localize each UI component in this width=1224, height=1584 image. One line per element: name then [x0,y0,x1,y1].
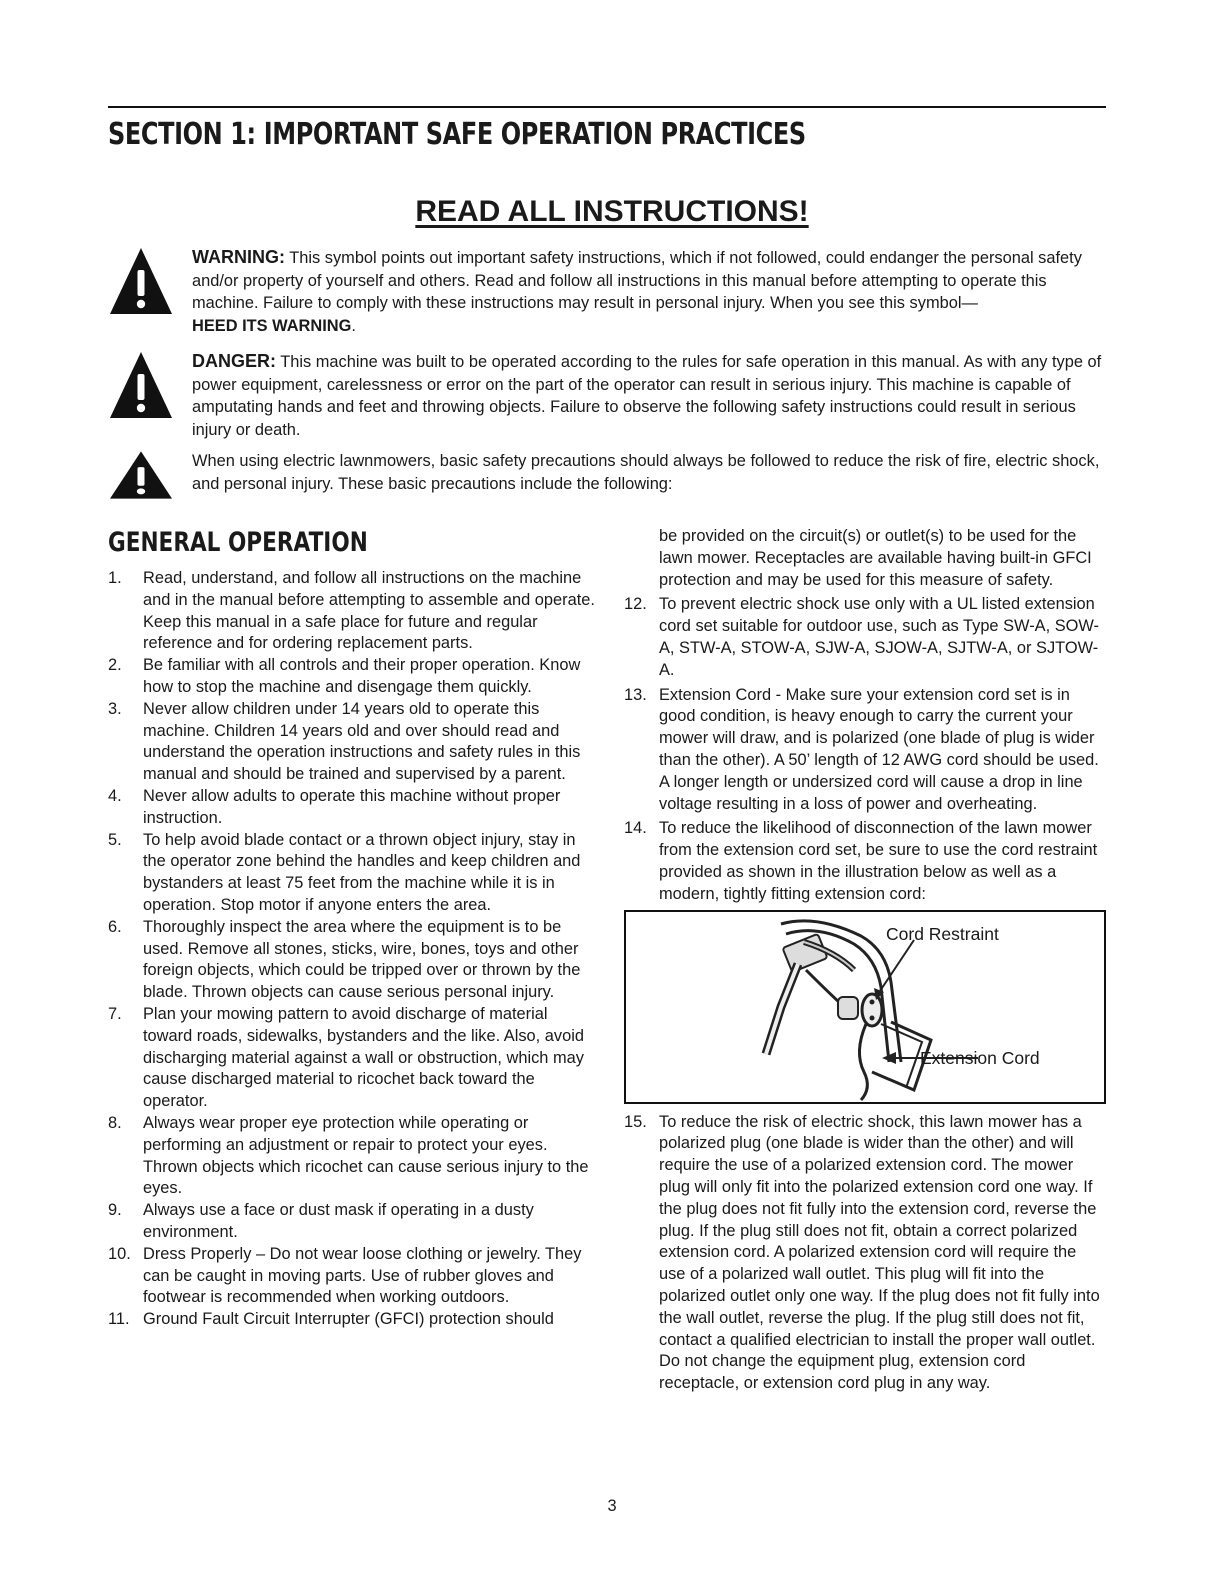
list-item: 12. To prevent electric shock use only with a UL listed extension cord set suitable for outdoor use, such as Type SW-A, SOW-A, STW-A, STOW-A, SJW-A, SJOW-A, SJTW-A, or SJTOW-A. [624,595,1100,679]
danger-body: This machine was built to be operated according to the rules for safe operation in this manual. As with any type of power equipment, carelessness or error on the part of the operator can result in serious injury. This machine is capable of amputating hands and feet and throwing objects. Failure to observe the following safety instructions could result in serious injury or death. [192,353,1102,439]
list-item: 11. Ground Fault Circuit Interrupter (GFCI) protection should [108,1310,554,1329]
list-item: 10. Dress Properly – Do not wear loose clothing or jewelry. They can be caught in moving parts. Use of rubber gloves and footwear is recommended when working outdoors. [108,1244,582,1307]
list-item: 14. To reduce the likelihood of disconnection of the lawn mower from the extension cord set, be sure to use the cord restraint provided as shown in the illustration below as well as a modern, tightly fitting extension cord: [624,819,1098,903]
warning-lead: WARNING: [192,247,285,267]
top-rule [108,106,1106,108]
warning-text [192,246,1106,337]
list-item: 13. Extension Cord - Make sure your extension cord set is in good condition, is heavy enough to carry the current your mower will draw, and is polarized (one blade of plug is wider than the other). A 50’ length of 12 AWG cord should be used. A longer length or undersized cord will cause a drop in line voltage resulting in a loss of power and overheating. [624,685,1099,813]
list-item: 5. To help avoid blade contact or a thrown object injury, stay in the operator zone behind the handles and keep children and bystanders at least 75 feet from the machine while it is in operation. Stop motor if anyone enters the area. [108,830,581,914]
general-operation-list-final [624,1112,1106,1395]
warning-emphasis: HEED ITS WARNING [192,316,352,335]
right-column [624,526,1106,1395]
warning-triangle-icon [108,246,174,316]
warning-triangle-icon [108,350,174,420]
danger-lead: DANGER: [192,351,276,371]
warning-body: This symbol points out important safety instructions, which if not followed, could endanger the personal safety and/or property of yourself and others. Read and follow all instructions in this manual before attempting to operate this machine. Failure to comply with these instructions may result in personal injury. When you see this symbol— [192,249,1082,313]
warning-triangle-icon [108,450,174,500]
read-all-heading: READ ALL INSTRUCTIONS! [415,195,809,228]
list-item: 7. Plan your mowing pattern to avoid discharge of material toward roads, sidewalks, bystanders and the like. Also, avoid discharging material against a wall or obstruction, which may cause discharged material to ricochet back toward the operator. [108,1004,584,1111]
list-item: 1. Read, understand, and follow all instructions on the machine and in the manual before attempting to assemble and operate. Keep this manual in a safe place for future and regular reference and for ordering replacement parts. [108,569,595,653]
extension-cord-label: Extension Cord [920,1047,1040,1068]
electric-precautions-notice [108,450,1106,495]
warning-notice [108,246,1106,337]
cord-restraint-label: Cord Restraint [886,923,999,944]
cord-restraint-figure [624,910,1106,1104]
page-number: 3 [607,1497,617,1515]
section-title: SECTION 1: IMPORTANT SAFE OPERATION PRACTICES [108,117,806,152]
list-item: 3. Never allow children under 14 years old to operate this machine. Children 14 years old and over should read and understand the operation instructions and safety rules in this manual and should be trained and supervised by a parent. [108,699,581,784]
general-operation-list [108,568,600,1331]
list-item: 8. Always wear proper eye protection while operating or performing an adjustment or repair to protect your eyes. Thrown objects which ricochet can cause serious injury to the eyes. [108,1113,589,1198]
item-11-continuation: be provided on the circuit(s) or outlet(s) to be used for the lawn mower. Receptacles are available having built-in GFCI protection and may be used for this measure of safety. [659,527,1092,589]
danger-text [192,350,1106,441]
list-item: 15. To reduce the risk of electric shock, this lawn mower has a polarized plug (one blade is wider than the other) and will require the use of a polarized extension cord. The mower plug will only fit into the polarized extension cord one way. If the plug does not fit fully into the extension cord, reverse the plug. If the plug still does not fit, obtain a correct polarized extension cord. A polarized extension cord will require the use of a polarized wall outlet. This plug will fit into the polarized outlet only one way. If the plug does not fit fully into the wall outlet, reverse the plug. If the plug still does not fit, contact a qualified electrician to install the proper wall outlet. Do not change the equipment plug, extension cord receptacle, or extension cord plug in any way. [624,1112,1100,1393]
list-item: 9. Always use a face or dust mask if operating in a dusty environment. [108,1201,534,1241]
general-operation-title: GENERAL OPERATION [108,527,368,558]
warning-tail: . [351,316,356,335]
general-operation-list-continued [624,594,1106,905]
left-column [108,526,600,1331]
danger-notice [108,350,1106,441]
list-item: 4. Never allow adults to operate this machine without proper instruction. [108,786,561,827]
list-item: 2. Be familiar with all controls and their proper operation. Know how to stop the machine and disengage them quickly. [108,656,581,696]
list-item: 6. Thoroughly inspect the area where the equipment is to be used. Remove all stones, sticks, wire, bones, toys and other foreign objects, which could be tripped over or thrown by the blade. Thrown objects can cause serious personal injury. [108,917,581,1002]
electric-precautions-text: When using electric lawnmowers, basic safety precautions should always be followed to reduce the risk of fire, electric shock, and personal injury. These basic precautions include the following: [192,452,1100,493]
